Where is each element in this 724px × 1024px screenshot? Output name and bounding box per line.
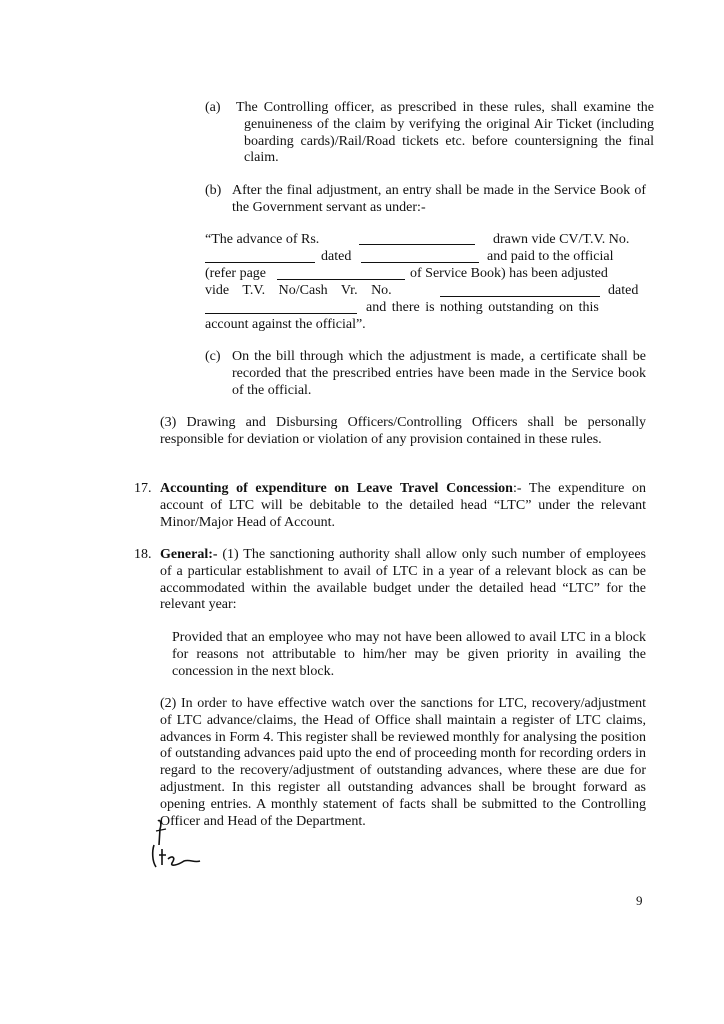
handwritten-initials-mark <box>150 815 210 875</box>
quote-line-3b: of Service Book) has been adjusted <box>410 266 608 281</box>
quote-line-2a: dated <box>321 249 352 264</box>
quote-line-1b: drawn vide CV/T.V. No. <box>493 232 630 247</box>
section-17-number: 17. <box>134 481 152 496</box>
item-b-text: After the final adjustment, an entry shall be made in the Service Book of the Government servant as under:- <box>232 183 646 215</box>
quote-line-4b: dated <box>608 283 639 298</box>
blank-advance-amount[interactable] <box>359 233 475 245</box>
blank-cv-tv-number[interactable] <box>205 251 315 263</box>
quote-line-6: account against the official”. <box>205 317 366 332</box>
item-a-text: The Controlling officer, as prescribed in these rules, shall examine the genuineness of the claim by verifying the original Air Ticket (including boarding cards)/Rail/Road tickets etc. before countersigning the final claim. <box>236 100 654 166</box>
blank-tv-cash-number[interactable] <box>440 285 600 297</box>
item-a-marker: (a) <box>205 100 221 115</box>
section-18-text: (1) The sanctioning authority shall allow only such number of employees of a particular establishment to avail of LTC in a year of a relevant block as can be accommodated within the available budget under the detailed head “LTC” for the relevant year: <box>160 547 646 613</box>
page-number: 9 <box>636 893 643 908</box>
item-b-marker: (b) <box>205 183 222 198</box>
blank-date-2[interactable] <box>205 302 357 314</box>
quote-line-2b: and paid to the official <box>487 249 614 264</box>
section-17-text: :- The expenditure on account of LTC will be debitable to the detailed head “LTC” under the relevant Minor/Major Head of Account. <box>160 481 646 530</box>
section-18-number: 18. <box>134 547 152 562</box>
section-17-body <box>160 481 646 531</box>
blank-page-number[interactable] <box>277 268 405 280</box>
paragraph-3: (3) Drawing and Disbursing Officers/Controlling Officers shall be personally responsible for deviation or violation of any provision contained in these rules. <box>160 415 646 447</box>
quote-line-5: and there is nothing outstanding on this <box>366 300 599 315</box>
item-c-marker: (c) <box>205 349 221 364</box>
item-c-text: On the bill through which the adjustment is made, a certificate shall be recorded that the prescribed entries have been made in the Service book of the official. <box>232 349 646 398</box>
section-18-heading: General:- <box>160 547 218 562</box>
section-17-heading: Accounting of expenditure on Leave Travel Concession <box>160 481 513 496</box>
section-18-proviso: Provided that an employee who may not have been allowed to avail LTC in a block for reasons not attributable to him/her may be given priority in availing the concession in the next block. <box>172 630 646 679</box>
quote-line-1a: “The advance of Rs. <box>205 232 320 247</box>
quote-line-3a: (refer page <box>205 266 267 281</box>
quote-line-4a: vide T.V. No/Cash Vr. No. <box>205 283 392 298</box>
section-18-body <box>160 547 646 614</box>
blank-date-1[interactable] <box>361 251 479 263</box>
section-18-paragraph-2: (2) In order to have effective watch over the sanctions for LTC, recovery/adjustment of LTC advance/claims, the Head of Office shall maintain a register of LTC claims, advances in Form 4. This register shall be reviewed monthly for analysing the position of outstanding advances paid upto the end of proceeding month for recording orders in regard to the recovery/adjustment of outstanding advances, where these are due for adjustment. In this register all outstanding advances shall be brought forward as opening entries. A monthly statement of facts shall be submitted to the Controlling Officer and Head of the Department. <box>160 696 646 829</box>
